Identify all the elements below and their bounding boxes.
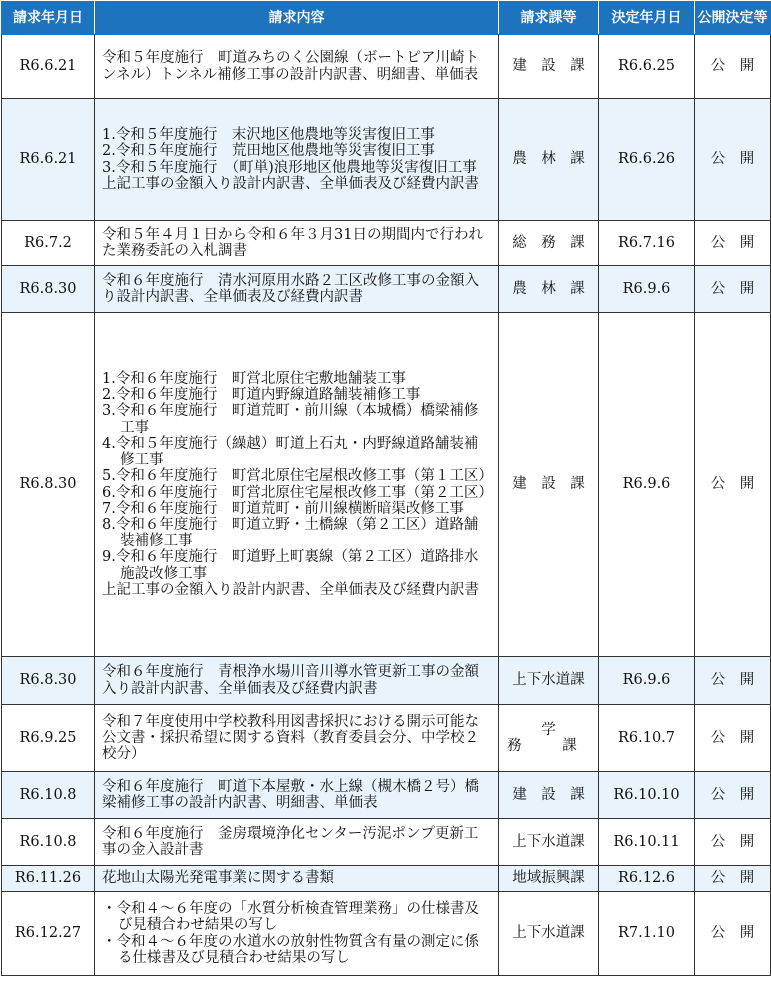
table-row [2, 892, 771, 976]
department: 学 務 課 [499, 705, 599, 772]
department: 農 林 課 [499, 99, 599, 221]
content-line: ・令和４～６年度の水道水の放射性物質含有量の測定に係る仕様書及び見積合わせ結果の写し [102, 933, 479, 966]
request-content [95, 892, 499, 976]
decision-status: 公 開 [695, 657, 771, 705]
content-line: 令和６年度施行 町道下本屋敷・水上線（槻木橋２号）橋梁補修工事の設計内訳書、明細書、単価表 [102, 778, 479, 811]
table-row [2, 819, 771, 866]
header-request-date: 請求年月日 [2, 2, 95, 35]
decision-status: 公 開 [695, 221, 771, 266]
department: 地域振興課 [499, 866, 599, 892]
decision-status: 公 開 [695, 313, 771, 657]
request-date: R6.12.27 [2, 892, 95, 976]
content-line: 令和５年度施行 町道みちのく公園線（ボートピア川崎トンネル）トンネル補修工事の設計内訳書、明細書、単価表 [102, 50, 479, 83]
request-date: R6.8.30 [2, 313, 95, 657]
decision-status: 公 開 [695, 99, 771, 221]
table-row [2, 772, 771, 819]
decision-date: R6.9.6 [599, 266, 695, 313]
content-line: 花地山太陽光発電事業に関する書類 [102, 870, 334, 887]
department: 上下水道課 [499, 892, 599, 976]
department: 総 務 課 [499, 221, 599, 266]
decision-date: R6.6.25 [599, 35, 695, 99]
department: 上下水道課 [499, 657, 599, 705]
content-line: 6.令和６年度施行 町営北原住宅屋根改修工事（第２工区） [102, 484, 493, 501]
decision-date: R6.10.11 [599, 819, 695, 866]
decision-date: R6.7.16 [599, 221, 695, 266]
department: 建 設 課 [499, 772, 599, 819]
content-line: 1.令和５年度施行 末沢地区他農地等災害復旧工事 [102, 127, 435, 144]
department: 上下水道課 [499, 819, 599, 866]
content-line: 2.令和５年度施行 荒田地区他農地等災害復旧工事 [102, 143, 435, 160]
content-line: 令和６年度施行 釜房環境浄化センター汚泥ポンプ更新工事の金入設計書 [102, 825, 479, 858]
department: 建 設 課 [499, 313, 599, 657]
request-date: R6.10.8 [2, 772, 95, 819]
content-line: 令和７年度使用中学校教科用図書採択における開示可能な公文書・採択希望に関する資料（教育委員会分、中学校２校分） [102, 713, 479, 763]
request-date: R6.8.30 [2, 266, 95, 313]
request-date: R6.10.8 [2, 819, 95, 866]
decision-status: 公 開 [695, 35, 771, 99]
request-date: R6.6.21 [2, 99, 95, 221]
request-content [95, 99, 499, 221]
content-line: 上記工事の金額入り設計内訳書、全単価表及び経費内訳書 [102, 581, 479, 598]
content-line: 8.令和６年度施行 町道立野・土橋線（第２工区）道路舗装補修工事 [102, 516, 479, 550]
request-date: R6.11.26 [2, 866, 95, 892]
decision-status: 公 開 [695, 772, 771, 819]
header-decision: 公開決定等 [695, 2, 771, 35]
decision-date: R6.10.10 [599, 772, 695, 819]
request-content [95, 221, 499, 266]
content-line: 5.令和６年度施行 町営北原住宅屋根改修工事（第１工区） [102, 468, 493, 485]
decision-date: R6.9.6 [599, 313, 695, 657]
table-row [2, 313, 771, 657]
content-line: 7.令和６年度施行 町道荒町・前川線横断暗渠改修工事 [102, 500, 464, 517]
decision-date: R7.1.10 [599, 892, 695, 976]
table-row [2, 866, 771, 892]
content-line: 令和５年４月１日から令和６年３月31日の期間内で行われた業務委託の入札調書 [102, 226, 483, 259]
content-line: 1.令和６年度施行 町営北原住宅敷地舗装工事 [102, 371, 406, 388]
decision-status: 公 開 [695, 705, 771, 772]
department: 建 設 課 [499, 35, 599, 99]
request-content [95, 313, 499, 657]
department: 農 林 課 [499, 266, 599, 313]
decision-date: R6.9.6 [599, 657, 695, 705]
table-row [2, 705, 771, 772]
request-date: R6.9.25 [2, 705, 95, 772]
content-line: 2.令和６年度施行 町道内野線道路舗装補修工事 [102, 387, 421, 404]
content-line: 上記工事の金額入り設計内訳書、全単価表及び経費内訳書 [102, 175, 479, 192]
request-content [95, 266, 499, 313]
request-date: R6.7.2 [2, 221, 95, 266]
request-content [95, 772, 499, 819]
content-line: 9.令和６年度施行 町道野上町裏線（第２工区）道路排水施設改修工事 [102, 549, 479, 582]
table-row [2, 35, 771, 99]
table-header-row [2, 2, 771, 35]
decision-status: 公 開 [695, 266, 771, 313]
content-line: 3.令和６年度施行 町道荒町・前川線（本城橋）橋梁補修工事 [102, 403, 479, 436]
decision-date: R6.6.26 [599, 99, 695, 221]
request-date: R6.8.30 [2, 657, 95, 705]
table-row [2, 266, 771, 313]
request-content [95, 657, 499, 705]
decision-status: 公 開 [695, 866, 771, 892]
disclosure-request-table [1, 1, 771, 976]
decision-status: 公 開 [695, 819, 771, 866]
decision-status: 公 開 [695, 892, 771, 976]
decision-date: R6.12.6 [599, 866, 695, 892]
table-row [2, 657, 771, 705]
request-content [95, 866, 499, 892]
request-date: R6.6.21 [2, 35, 95, 99]
content-line: 令和６年度施行 清水河原用水路２工区改修工事の金額入り設計内訳書、全単価表及び経費内訳書 [102, 272, 479, 305]
header-department: 請求課等 [499, 2, 599, 35]
table-row [2, 221, 771, 266]
header-content: 請求内容 [95, 2, 499, 35]
request-content [95, 705, 499, 772]
content-line: 3.令和５年度施行 （町単)浪形地区他農地等災害復旧工事 [102, 159, 477, 176]
content-line: ・令和４～６年度の「水質分析検査管理業務」の仕様書及び見積合わせ結果の写し [102, 901, 479, 934]
content-line: 令和６年度施行 青根浄水場川音川導水管更新工事の金額入り設計内訳書、全単価表及び経費内訳書 [102, 664, 479, 697]
request-content [95, 35, 499, 99]
table-row [2, 99, 771, 221]
content-line: 4.令和５年度施行（繰越）町道上石丸・内野線道路舗装補修工事 [102, 435, 479, 469]
request-content [95, 819, 499, 866]
header-decision-date: 決定年月日 [599, 2, 695, 35]
decision-date: R6.10.7 [599, 705, 695, 772]
